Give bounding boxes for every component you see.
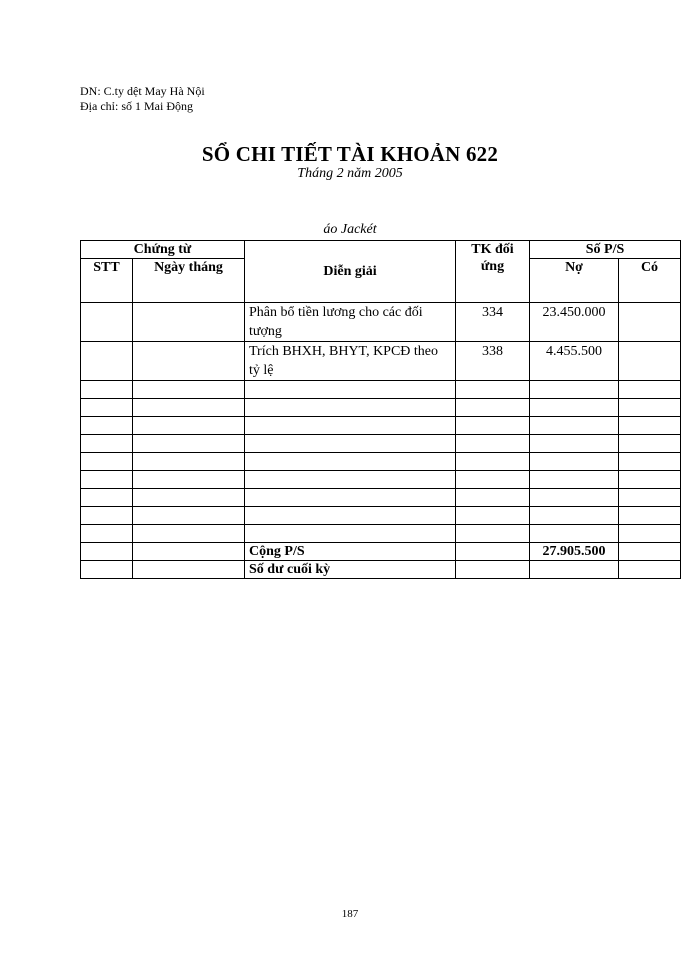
header-tk-doi-ung: TK đối ứng	[456, 241, 530, 303]
product-label: áo Jackét	[323, 222, 377, 237]
header-no: Nợ	[530, 259, 619, 303]
company-info	[80, 84, 205, 114]
empty-row	[81, 417, 681, 435]
table-row	[81, 303, 681, 342]
cell-stt	[81, 303, 133, 342]
cell-dien-giai: Trích BHXH, BHYT, KPCĐ theo tỷ lệ	[245, 342, 456, 381]
cong-ps-no: 27.905.500	[530, 543, 619, 561]
empty-row	[81, 525, 681, 543]
cell-ngay	[133, 342, 245, 381]
cell-dien-giai: Phân bổ tiền lương cho các đối tượng	[245, 303, 456, 342]
header-so-ps: Số P/S	[530, 241, 681, 259]
page-number: 187	[341, 908, 359, 920]
closing-balance-row	[81, 561, 681, 579]
cong-ps-label: Cộng P/S	[245, 543, 456, 561]
empty-row	[81, 471, 681, 489]
company-address: Địa chỉ: số 1 Mai Động	[80, 99, 193, 113]
empty-row	[81, 489, 681, 507]
empty-row	[81, 399, 681, 417]
cell-co	[619, 342, 681, 381]
so-du-label: Số dư cuối kỳ	[245, 561, 456, 579]
empty-row	[81, 435, 681, 453]
header-stt: STT	[81, 259, 133, 303]
cell-stt	[81, 342, 133, 381]
cell-no: 23.450.000	[530, 303, 619, 342]
table-row	[81, 342, 681, 381]
empty-row	[81, 381, 681, 399]
cell-tk: 338	[456, 342, 530, 381]
empty-row	[81, 507, 681, 525]
cell-no: 4.455.500	[530, 342, 619, 381]
empty-row	[81, 453, 681, 471]
page-title: SỔ CHI TIẾT TÀI KHOẢN 622	[201, 142, 499, 166]
company-name: DN: C.ty dệt May Hà Nội	[80, 84, 205, 98]
period-subtitle: Tháng 2 năm 2005	[297, 166, 403, 181]
ledger-table	[80, 240, 681, 579]
cell-ngay	[133, 303, 245, 342]
header-row-1	[81, 241, 681, 259]
header-chung-tu: Chứng từ	[81, 241, 245, 259]
cell-tk: 334	[456, 303, 530, 342]
cell-co	[619, 303, 681, 342]
header-co: Có	[619, 259, 681, 303]
header-dien-giai: Diễn giải	[245, 241, 456, 303]
total-row	[81, 543, 681, 561]
header-ngay-thang: Ngày tháng	[133, 259, 245, 303]
